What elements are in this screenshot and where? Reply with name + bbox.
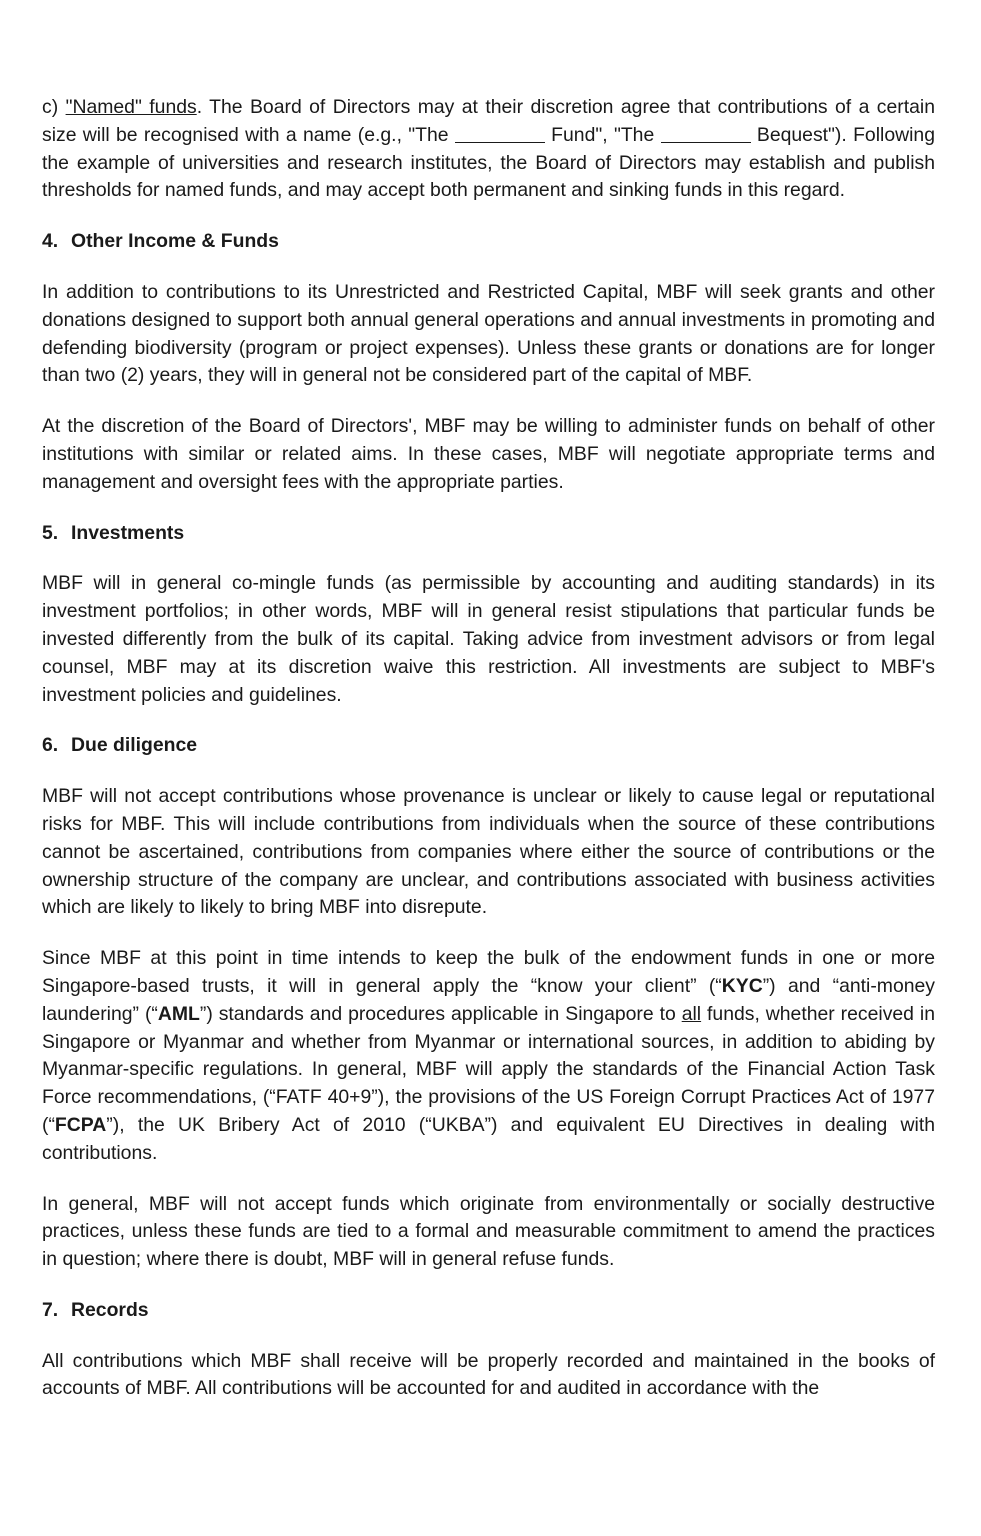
blank-line bbox=[661, 124, 751, 143]
blank-line bbox=[455, 124, 545, 143]
paragraph-due-diligence-3: In general, MBF will not accept funds which originate from environmentally or socially destructive practices, unless these funds are tied to a formal and measurable commitment to amend the practices in question; where there is doubt, MBF will in general refuse funds. bbox=[42, 1192, 935, 1271]
section-heading-other-income: 4. Other Income & Funds bbox=[42, 230, 279, 253]
paragraph-other-income-1: In addition to contributions to its Unrestricted and Restricted Capital, MBF will seek grants and other donations designed to support both annual general operations and annual investments in promoting and defending biodiversity (program or project expenses). Unless these grants or donations are for longer than two (2) years, they will in general not be considered part of the capital of MBF. bbox=[42, 280, 935, 387]
named-funds-paragraph: c) "Named" funds. The Board of Directors may at their discretion agree that contributions of a certain size will be recognised with a name (e.g., "The Fund", "The Bequest"). Following the example of universities and research institutes, the Board of Directors may establish and publish thresholds for named funds, and may accept both permanent and sinking funds in this regard. bbox=[42, 96, 935, 202]
paragraph-investments-1: MBF will in general co-mingle funds (as permissible by accounting and auditing standards) in its investment portfolios; in other words, MBF will in general resist stipulations that particular funds be invested differently from the bulk of its capital. Taking advice from investment advisors or from legal counsel, MBF may at its discretion waive this restriction. All investments are subject to MBF's investment policies and guidelines. bbox=[42, 572, 935, 706]
named-funds-label: "Named" funds bbox=[65, 96, 197, 118]
paragraph-due-diligence-2: Since MBF at this point in time intends to keep the bulk of the endowment funds in one or more Singapore-based trusts, it will in general apply the “know your client” (“KYC”) and “anti-money laundering” (“AML”) standards and procedures applicable in Singapore to all funds, whether received in Singapore or Myanmar and whether from Myanmar or international sources, in addition to abiding by Myanmar-specific regulations. In general, MBF will apply the standards of the Financial Action Task Force recommendations, (“FATF 40+9”), the provisions of the US Foreign Corrupt Practices Act of 1977 (“FCPA”), the UK Bribery Act of 2010 (“UKBA”) and equivalent EU Directives in dealing with contributions. bbox=[42, 947, 935, 1164]
section-heading-due-diligence: 6. Due diligence bbox=[42, 734, 198, 757]
section-heading-investments: 5. Investments bbox=[42, 521, 185, 544]
section-heading-records: 7. Records bbox=[42, 1298, 149, 1321]
paragraph-due-diligence-1: MBF will not accept contributions whose provenance is unclear or likely to cause legal or reputational risks for MBF. This will include contributions from individuals when the source of these contributions cannot be ascertained, contributions from companies where either the source of contributions or the ownership structure of the company are unclear, and contributions associated with business activities which are likely to likely to bring MBF into disrepute. bbox=[42, 785, 935, 919]
paragraph-other-income-2: At the discretion of the Board of Directors', MBF may be willing to administer funds on behalf of other institutions with similar or related aims. In these cases, MBF will negotiate appropriate terms and management and oversight fees with the appropriate parties. bbox=[42, 415, 935, 493]
document-page bbox=[42, 94, 935, 1426]
paragraph-records-1: All contributions which MBF shall receive will be properly recorded and maintained in the books of accounts of MBF. All contributions will be accounted for and audited in accordance with the bbox=[42, 1349, 935, 1400]
